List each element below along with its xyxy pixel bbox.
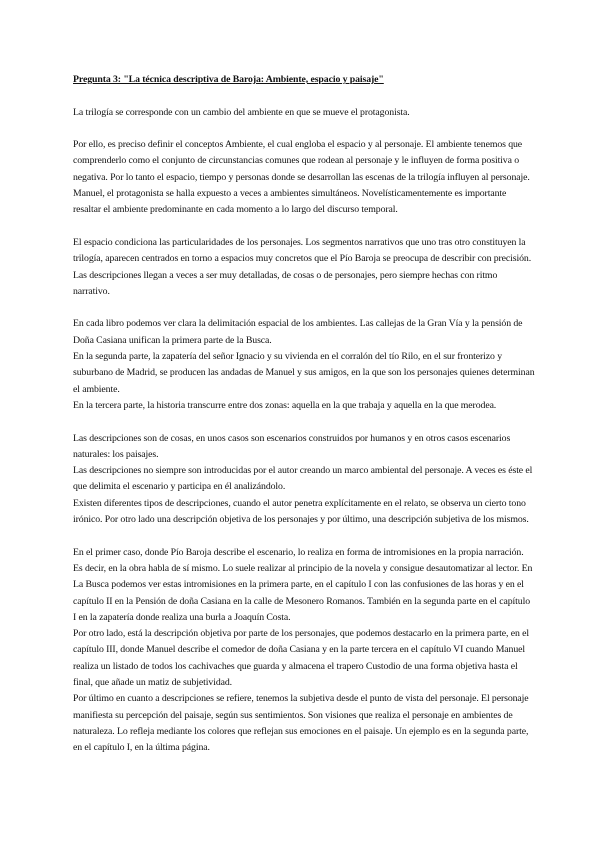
paragraph-gap — [73, 300, 535, 316]
paragraph-gap — [73, 219, 535, 235]
paragraph-3 — [73, 235, 535, 300]
paragraph-line: Las descripciones son de cosas, en unos casos son escenarios construidos por humanos y en otros casos escenarios naturales: los paisajes. — [73, 432, 511, 460]
paragraph-5 — [73, 431, 535, 529]
document-page — [73, 72, 535, 756]
paragraph-2 — [73, 137, 535, 218]
paragraph-line: Por otro lado, está la descripción objetiva por parte de los personajes, que podemos destacarlo en la primera parte, en el capítulo III, donde Manuel describe el comedor de doña Casiana y en la parte tercera en el capítulo VI cuando Manuel realiza un listado de todos los cachivaches que guarda y almacena el trapero Custodio de una forma objetiva hasta el final, que añade un matiz de subjetividad. — [73, 628, 529, 688]
paragraph-line: Existen diferentes tipos de descripciones, cuando el autor penetra explícitamente en el relato, se observa un cierto tono irónico. Por otro lado una descripción objetiva de los personajes y por último, una descripción subjetiva de los mismos. — [73, 497, 529, 526]
question-title: Pregunta 3: "La técnica descriptiva de Baroja: Ambiente, espacio y paisaje" — [73, 74, 384, 85]
paragraph-line: En el primer caso, donde Pío Baroja describe el escenario, lo realiza en forma de intromisiones en la propia narración. Es decir, en la obra habla de sí mismo. Lo suele realizar al principio de la novela y consigue desautomatizar al lector. En La Busca podemos ver estas intromisiones en la primera parte, en el capítulo I con las confusiones de las horas y en el capítulo II en la Pensión de doña Casiana en la calle de Mesonero Romanos. También en la segunda parte en el capítulo I en la zapatería donde realiza una burla a Joaquín Costa. — [73, 546, 533, 623]
paragraph-line: En cada libro podemos ver clara la delimitación espacial de los ambientes. Las callejas de la Gran Vía y la pensión de Doña Casiana unifican la primera parte de la Busca. — [73, 318, 523, 346]
paragraph-line: En la segunda parte, la zapatería del señor Ignacio y su vivienda en el corralón del tío Rilo, en el sur fronterizo y suburbano de Madrid, se producen las andadas de Manuel y sus amigos, en la que son los personajes quienes determinan el ambiente. — [73, 351, 535, 395]
paragraph-line: Por último en cuanto a descripciones se refiere, tenemos la subjetiva desde el punto de vista del personaje. El personaje manifiesta su percepción del paisaje, según sus sentimientos. Son visiones que realiza el personaje en ambientes de naturaleza. Lo refleja mediante los colores que reflejan sus emociones en el paisaje. Un ejemplo es en la segunda parte, en el capítulo I, en la última página. — [73, 693, 529, 754]
paragraph-line: El espacio condiciona las particularidades de los personajes. Los segmentos narrativos que uno tras otro constituyen la trilogía, aparecen centrados en torno a espacios muy concretos que el Pío Baroja se preocupa de describir con precisión. Las descripciones llegan a veces a ser muy detalladas, de cosas o de personajes, pero siempre hechas con ritmo narrativo. — [73, 236, 532, 297]
paragraph-gap — [73, 414, 535, 430]
paragraph-line: Por ello, es preciso definir el conceptos Ambiente, el cual engloba el espacio y al personaje. El ambiente tenemos que comprenderlo como el conjunto de circunstancias comunes que rodean al personaje y le influyen de forma positiva o negativa. Por lo tanto el espacio, tiempo y personas donde se desarrollan las escenas de la trilogía influyen al personaje. Manuel, el protagonista se halla expuesto a veces a ambientes simultáneos. Novelísticamentemente es importante resaltar el ambiente predominante en cada momento a lo largo del discurso temporal. — [73, 139, 530, 216]
paragraph-line: En la tercera parte, la historia transcurre entre dos zonas: aquella en la que trabaja y aquella en la que merodea. — [73, 399, 497, 411]
paragraph-gap — [73, 528, 535, 544]
paragraph-6 — [73, 545, 535, 757]
paragraph-gap — [73, 121, 535, 137]
paragraph-line: La trilogía se corresponde con un cambio del ambiente en que se mueve el protagonista. — [73, 106, 410, 118]
paragraph-line: Las descripciones no siempre son introducidas por el autor creando un marco ambiental del personaje. A veces es éste el que delimita el escenario y participa en él analizándolo. — [73, 465, 533, 493]
paragraph-1 — [73, 105, 535, 121]
paragraph-4 — [73, 316, 535, 414]
